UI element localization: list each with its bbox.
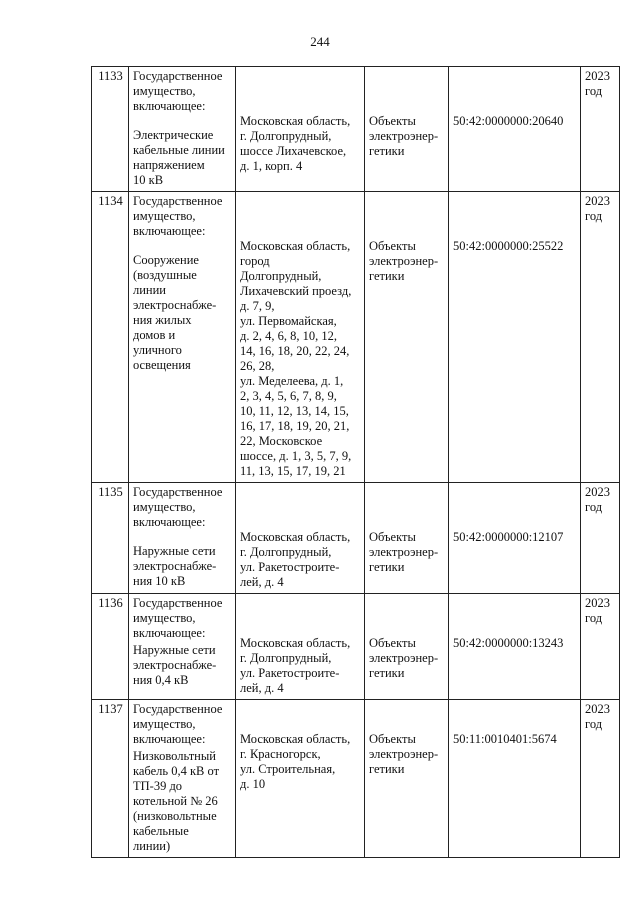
text-line: уличного bbox=[133, 343, 182, 357]
text-line: 2023 bbox=[585, 194, 610, 208]
text-line: Объекты bbox=[369, 636, 416, 650]
cadastral-number: 50:42:0000000:12107 bbox=[453, 530, 564, 544]
cadastral-number: 50:11:0010401:5674 bbox=[453, 732, 557, 746]
object-header bbox=[133, 69, 232, 114]
cadastral-number-cell bbox=[449, 67, 581, 192]
text-line: включающее: bbox=[133, 626, 206, 640]
row-number-text: 1134 bbox=[98, 194, 123, 208]
year-value bbox=[585, 69, 616, 99]
object-type-cell bbox=[365, 483, 449, 594]
text-line: ул. Ракетострoите- bbox=[240, 666, 340, 680]
text-line: освещения bbox=[133, 358, 191, 372]
text-line: электроэнер- bbox=[369, 254, 439, 268]
text-line: год bbox=[585, 209, 603, 223]
row-number bbox=[92, 483, 129, 594]
row-number-text: 1136 bbox=[98, 596, 123, 610]
text-line: Долгопрудный, bbox=[240, 269, 322, 283]
text-line: гетики bbox=[369, 144, 405, 158]
text-line: год bbox=[585, 500, 603, 514]
text-line: шоссе Лихачевское, bbox=[240, 144, 347, 158]
object-name bbox=[133, 253, 232, 373]
object-type-cell bbox=[365, 594, 449, 700]
text-line: 10 кВ bbox=[133, 173, 164, 187]
address-cell bbox=[236, 594, 365, 700]
row-number-text: 1133 bbox=[98, 69, 123, 83]
text-line: гетики bbox=[369, 269, 405, 283]
text-line: кабельные bbox=[133, 824, 189, 838]
cadastral-number-cell bbox=[449, 700, 581, 858]
text-line: 2023 bbox=[585, 596, 610, 610]
object-address bbox=[240, 732, 361, 792]
table-row bbox=[92, 594, 620, 700]
object-name bbox=[133, 643, 232, 688]
text-line: Объекты bbox=[369, 239, 416, 253]
row-number bbox=[92, 594, 129, 700]
text-line: включающее: bbox=[133, 732, 206, 746]
year-cell bbox=[581, 594, 620, 700]
text-line: Московская область, bbox=[240, 530, 351, 544]
address-cell bbox=[236, 483, 365, 594]
registry-body bbox=[92, 67, 620, 858]
text-line: гетики bbox=[369, 560, 405, 574]
year-value bbox=[585, 702, 616, 732]
year-value bbox=[585, 485, 616, 515]
year-cell bbox=[581, 700, 620, 858]
table-row bbox=[92, 483, 620, 594]
text-line: 10, 11, 12, 13, 14, 15, bbox=[240, 404, 349, 418]
address-cell bbox=[236, 700, 365, 858]
object-header bbox=[133, 485, 232, 530]
text-line: Наружные сети bbox=[133, 643, 216, 657]
object-name bbox=[133, 749, 232, 854]
text-line: имущество, bbox=[133, 717, 196, 731]
object-name-cell bbox=[129, 594, 236, 700]
text-line: лей, д. 4 bbox=[240, 681, 284, 695]
text-line: лей, д. 4 bbox=[240, 575, 284, 589]
text-line: д. 7, 9, bbox=[240, 299, 275, 313]
text-line: Лихачевский проезд, bbox=[240, 284, 352, 298]
text-line: Государственное bbox=[133, 69, 223, 83]
text-line: 22, Московское bbox=[240, 434, 323, 448]
text-line: Объекты bbox=[369, 114, 416, 128]
cadastral-number: 50:42:0000000:13243 bbox=[453, 636, 564, 650]
year-cell bbox=[581, 483, 620, 594]
object-address bbox=[240, 530, 361, 590]
text-line: 2023 bbox=[585, 702, 610, 716]
object-header bbox=[133, 596, 232, 641]
text-line: Низковольтный bbox=[133, 749, 216, 763]
text-line: г. Красногорск, bbox=[240, 747, 321, 761]
object-address bbox=[240, 636, 361, 696]
text-line: 11, 13, 15, 17, 19, 21 bbox=[240, 464, 346, 478]
table-row bbox=[92, 67, 620, 192]
object-type-cell bbox=[365, 67, 449, 192]
text-line: напряжением bbox=[133, 158, 205, 172]
text-line: электроэнер- bbox=[369, 129, 439, 143]
text-line: ул. Строительная, bbox=[240, 762, 336, 776]
text-line: электроэнер- bbox=[369, 651, 439, 665]
year-value bbox=[585, 596, 616, 626]
text-line: Объекты bbox=[369, 732, 416, 746]
text-line: 14, 16, 18, 20, 22, 24, bbox=[240, 344, 350, 358]
object-name bbox=[133, 128, 232, 188]
object-type-cell bbox=[365, 700, 449, 858]
text-line: год bbox=[585, 611, 603, 625]
object-header bbox=[133, 702, 232, 747]
text-line: Наружные сети bbox=[133, 544, 216, 558]
text-line: 2023 bbox=[585, 485, 610, 499]
text-line: (низковольтные bbox=[133, 809, 217, 823]
text-line: электроснабже- bbox=[133, 298, 217, 312]
text-line: электроснабже- bbox=[133, 658, 217, 672]
text-line: включающее: bbox=[133, 99, 206, 113]
text-line: Московская область, bbox=[240, 239, 351, 253]
text-line: Электрические bbox=[133, 128, 214, 142]
text-line: ул. Меделеева, д. 1, bbox=[240, 374, 344, 388]
text-line: гетики bbox=[369, 666, 405, 680]
text-line: электроснабже- bbox=[133, 559, 217, 573]
object-address bbox=[240, 239, 361, 479]
year-cell bbox=[581, 67, 620, 192]
text-line: Государственное bbox=[133, 485, 223, 499]
text-line: д. 2, 4, 6, 8, 10, 12, bbox=[240, 329, 337, 343]
text-line: ул. Ракетострoите- bbox=[240, 560, 340, 574]
cadastral-number-cell bbox=[449, 594, 581, 700]
text-line: 2023 bbox=[585, 69, 610, 83]
text-line: 2, 3, 4, 5, 6, 7, 8, 9, bbox=[240, 389, 337, 403]
table-row bbox=[92, 700, 620, 858]
text-line: ул. Первомайская, bbox=[240, 314, 337, 328]
object-name-cell bbox=[129, 483, 236, 594]
cadastral-number: 50:42:0000000:20640 bbox=[453, 114, 564, 128]
text-line: имущество, bbox=[133, 84, 196, 98]
object-address bbox=[240, 114, 361, 174]
object-type-cell bbox=[365, 192, 449, 483]
text-line: Московская область, bbox=[240, 114, 351, 128]
text-line: линии bbox=[133, 283, 166, 297]
object-name-cell bbox=[129, 700, 236, 858]
text-line: (воздушные bbox=[133, 268, 197, 282]
text-line: Московская область, bbox=[240, 732, 351, 746]
text-line: имущество, bbox=[133, 500, 196, 514]
text-line: кабель 0,4 кВ от bbox=[133, 764, 220, 778]
cadastral-number-cell bbox=[449, 192, 581, 483]
object-type bbox=[369, 636, 445, 681]
text-line: имущество, bbox=[133, 611, 196, 625]
object-type bbox=[369, 732, 445, 777]
text-line: д. 10 bbox=[240, 777, 266, 791]
row-number-text: 1137 bbox=[98, 702, 123, 716]
text-line: ния 10 кВ bbox=[133, 574, 186, 588]
cadastral-number: 50:42:0000000:25522 bbox=[453, 239, 564, 253]
text-line: Государственное bbox=[133, 194, 223, 208]
text-line: г. Долгопрудный, bbox=[240, 651, 332, 665]
year-cell bbox=[581, 192, 620, 483]
text-line: электроэнер- bbox=[369, 545, 439, 559]
text-line: ния 0,4 кВ bbox=[133, 673, 189, 687]
object-type bbox=[369, 530, 445, 575]
address-cell bbox=[236, 192, 365, 483]
text-line: д. 1, корп. 4 bbox=[240, 159, 303, 173]
object-type bbox=[369, 239, 445, 284]
text-line: включающее: bbox=[133, 224, 206, 238]
text-line: Сооружение bbox=[133, 253, 199, 267]
cadastral-number-cell bbox=[449, 483, 581, 594]
text-line: домов и bbox=[133, 328, 176, 342]
table-row bbox=[92, 192, 620, 483]
object-header bbox=[133, 194, 232, 239]
page-number: 244 bbox=[310, 34, 330, 49]
text-line: линии) bbox=[133, 839, 171, 853]
registry-table bbox=[91, 66, 620, 858]
text-line: имущество, bbox=[133, 209, 196, 223]
object-type bbox=[369, 114, 445, 159]
object-name-cell bbox=[129, 192, 236, 483]
text-line: год bbox=[585, 717, 603, 731]
text-line: 16, 17, 18, 19, 20, 21, bbox=[240, 419, 350, 433]
text-line: котельной № 26 bbox=[133, 794, 218, 808]
object-name-cell bbox=[129, 67, 236, 192]
text-line: Московская область, bbox=[240, 636, 351, 650]
address-cell bbox=[236, 67, 365, 192]
text-line: ния жилых bbox=[133, 313, 192, 327]
row-number-text: 1135 bbox=[98, 485, 123, 499]
text-line: Государственное bbox=[133, 596, 223, 610]
text-line: Объекты bbox=[369, 530, 416, 544]
row-number bbox=[92, 192, 129, 483]
text-line: 26, 28, bbox=[240, 359, 275, 373]
text-line: электроэнер- bbox=[369, 747, 439, 761]
text-line: город bbox=[240, 254, 270, 268]
object-name bbox=[133, 544, 232, 589]
year-value bbox=[585, 194, 616, 224]
text-line: Государственное bbox=[133, 702, 223, 716]
text-line: гетики bbox=[369, 762, 405, 776]
text-line: кабельные линии bbox=[133, 143, 225, 157]
text-line: шоссе, д. 1, 3, 5, 7, 9, bbox=[240, 449, 352, 463]
text-line: ТП-39 до bbox=[133, 779, 183, 793]
text-line: г. Долгопрудный, bbox=[240, 129, 332, 143]
text-line: год bbox=[585, 84, 603, 98]
text-line: г. Долгопрудный, bbox=[240, 545, 332, 559]
text-line: включающее: bbox=[133, 515, 206, 529]
row-number bbox=[92, 67, 129, 192]
row-number bbox=[92, 700, 129, 858]
